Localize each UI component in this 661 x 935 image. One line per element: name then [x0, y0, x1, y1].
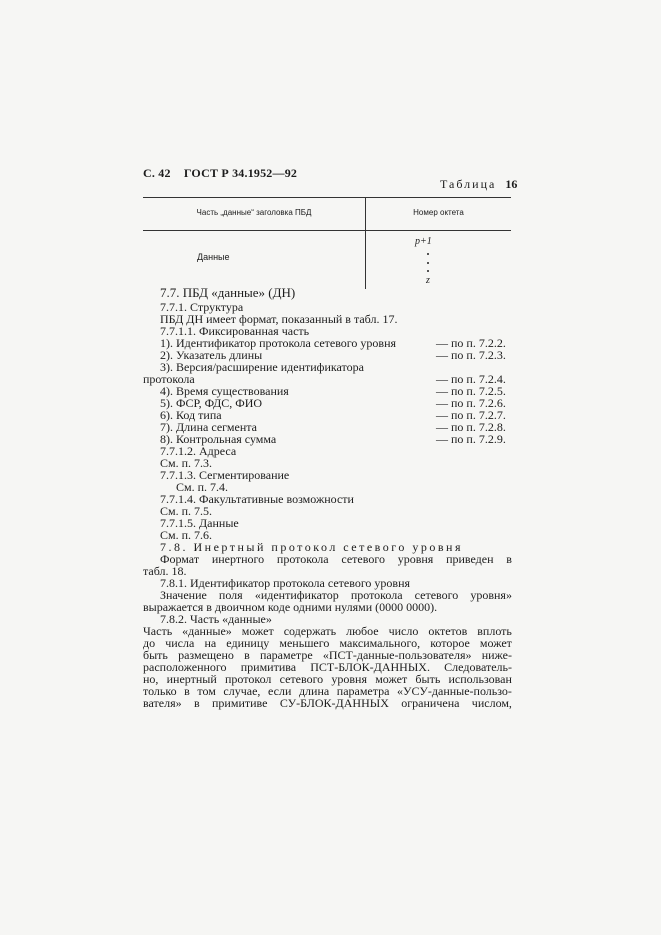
word: «ПСТ-данные-пользователя»: [322, 648, 472, 662]
ellipsis-dot: [427, 270, 429, 272]
word: приведен: [446, 552, 494, 566]
ellipsis-dot: [427, 253, 429, 255]
section-7-8-1-heading: 7.8.1. Идентификатор протокола сетевого уровня: [160, 576, 411, 590]
section-7-8-1-text-end: выражается в двоичном коде одними нулями (0000 0000).: [143, 600, 438, 614]
table-row-label: Данные: [197, 252, 230, 262]
word: «УСУ-данные-пользо-: [397, 684, 512, 698]
section-7-7-heading: 7.7. ПБД «данные» (ДН): [160, 285, 296, 300]
word: СУ-БЛОК-ДАННЫХ: [279, 696, 389, 710]
word: октетов: [428, 624, 468, 638]
word: но,: [143, 672, 159, 686]
word: уровня: [331, 672, 367, 686]
word: максимального,: [339, 636, 421, 650]
octet-end: z: [426, 275, 430, 286]
list-item-label: 6). Код типа: [160, 408, 222, 422]
word: вплоть: [477, 624, 512, 638]
word: меньшего: [279, 636, 330, 650]
word: которое: [430, 636, 470, 650]
section-7-7-1-2-heading: 7.7.1.2. Адреса: [160, 444, 237, 458]
table-caption: [440, 177, 517, 192]
table-caption-number: 16: [505, 177, 518, 191]
word: длина: [298, 684, 330, 698]
section-7-7-1-5-heading: 7.7.1.5. Данные: [160, 516, 239, 530]
word: единицу: [226, 636, 270, 650]
section-7-8-text-line: [160, 552, 512, 566]
word: Значение: [160, 588, 207, 602]
list-item-ref: — по п. 7.2.9.: [436, 432, 506, 446]
word: сетевого: [341, 552, 385, 566]
word: уровня: [397, 552, 434, 566]
word: ограничена: [401, 696, 460, 710]
word: числом,: [471, 696, 512, 710]
word: ПСТ-БЛОК-ДАННЫХ.: [310, 660, 430, 674]
list-item-ref: — по п. 7.2.5.: [436, 384, 506, 398]
section-7-7-1-4-heading: 7.7.1.4. Факультативные возможности: [160, 492, 354, 506]
word: Следователь-: [444, 660, 512, 674]
word: том: [197, 684, 216, 698]
word: быть: [143, 648, 168, 662]
table-caption-word: Таблица: [440, 177, 497, 191]
word: инертного: [211, 552, 265, 566]
word: «данные»: [182, 624, 232, 638]
list-item-label: 1). Идентификатор протокола сетевого уровня: [160, 336, 397, 350]
word: содержать: [283, 624, 337, 638]
word: на: [204, 636, 217, 650]
word: поля: [218, 588, 243, 602]
page-number: С. 42: [143, 166, 171, 180]
word: протокола: [276, 552, 329, 566]
word: примитива: [240, 660, 297, 674]
word: размещено: [178, 648, 234, 662]
word: параметра: [336, 684, 390, 698]
octet-start: p+1: [415, 236, 432, 247]
word: в: [184, 684, 190, 698]
page-header: [143, 166, 297, 181]
word: сетевого: [279, 672, 324, 686]
word: вателя»: [143, 696, 182, 710]
word: «идентификатор: [254, 588, 339, 602]
section-7-7-1-4-ref: См. п. 7.5.: [160, 504, 213, 518]
section-7-7-1-text: ПБД ДН имеет формат, показанный в табл. 17.: [160, 312, 398, 326]
word: случае,: [223, 684, 261, 698]
word: в: [244, 648, 250, 662]
word: может: [375, 672, 408, 686]
word: примитиве: [212, 696, 268, 710]
word: Формат: [160, 552, 200, 566]
list-item-label: 8). Контрольная сумма: [160, 432, 277, 446]
table-header-rule: [143, 230, 511, 231]
word: протокола: [350, 588, 403, 602]
section-7-7-1-3-heading: 7.7.1.3. Сегментирование: [160, 468, 290, 482]
list-item-ref: — по п. 7.2.4.: [436, 372, 506, 386]
section-7-8-2-heading: 7.8.2. Часть «данные»: [160, 612, 272, 626]
word: в: [193, 696, 200, 710]
section-7-7-1-5-ref: См. п. 7.6.: [160, 528, 213, 542]
word: число: [388, 624, 419, 638]
list-item-ref: — по п. 7.2.7.: [436, 408, 506, 422]
section-7-8-text-end: табл. 18.: [143, 564, 187, 578]
list-item-label: 4). Время существования: [160, 384, 289, 398]
word: любое: [346, 624, 379, 638]
list-item-label: 7). Длина сегмента: [160, 420, 257, 434]
word: до: [143, 636, 156, 650]
paragraph-line: [143, 696, 512, 710]
word: числа: [165, 636, 195, 650]
table-top-rule: [143, 197, 511, 198]
list-item-ref: — по п. 7.2.3.: [436, 348, 506, 362]
word: в: [506, 552, 512, 566]
word: Часть: [143, 624, 173, 638]
word: инертный: [166, 672, 217, 686]
word: параметре: [259, 648, 313, 662]
list-item-ref: — по п. 7.2.8.: [436, 420, 506, 434]
section-7-7-1-1-heading: 7.7.1.1. Фиксированная часть: [160, 324, 310, 338]
word: ниже-: [481, 648, 512, 662]
section-7-7-1-heading: 7.7.1. Структура: [160, 300, 244, 314]
format-table: [143, 197, 511, 289]
word: быть: [415, 672, 441, 686]
list-item-ref: — по п. 7.2.2.: [436, 336, 506, 350]
standard-code: ГОСТ Р 34.1952—92: [183, 166, 298, 180]
table-col2-header: Номер октета: [413, 208, 464, 217]
list-item-label: протокола: [143, 372, 195, 386]
word: сетевого: [414, 588, 459, 602]
list-item-label: 5). ФСР, ФДС, ФИО: [160, 396, 263, 410]
word: уровня»: [470, 588, 512, 602]
list-item-label: 3). Версия/расширение идентификатора: [160, 360, 364, 374]
ellipsis-dot: [427, 262, 429, 264]
word: только: [143, 684, 177, 698]
table-col1-header: Часть „данные“ заголовка ПБД: [196, 208, 312, 217]
section-7-8-heading: 7.8. Инертный протокол сетевого уровня: [160, 540, 463, 554]
section-7-7-1-3-ref: См. п. 7.4.: [176, 480, 229, 494]
list-item-label: 2). Указатель длины: [160, 348, 263, 362]
word: расположенного: [143, 660, 227, 674]
word: может: [479, 636, 512, 650]
word: протокол: [225, 672, 272, 686]
list-item-ref: — по п. 7.2.6.: [436, 396, 506, 410]
section-7-7-1-2-ref: См. п. 7.3.: [160, 456, 213, 470]
word: использован: [448, 672, 512, 686]
word: может: [241, 624, 274, 638]
word: если: [268, 684, 292, 698]
